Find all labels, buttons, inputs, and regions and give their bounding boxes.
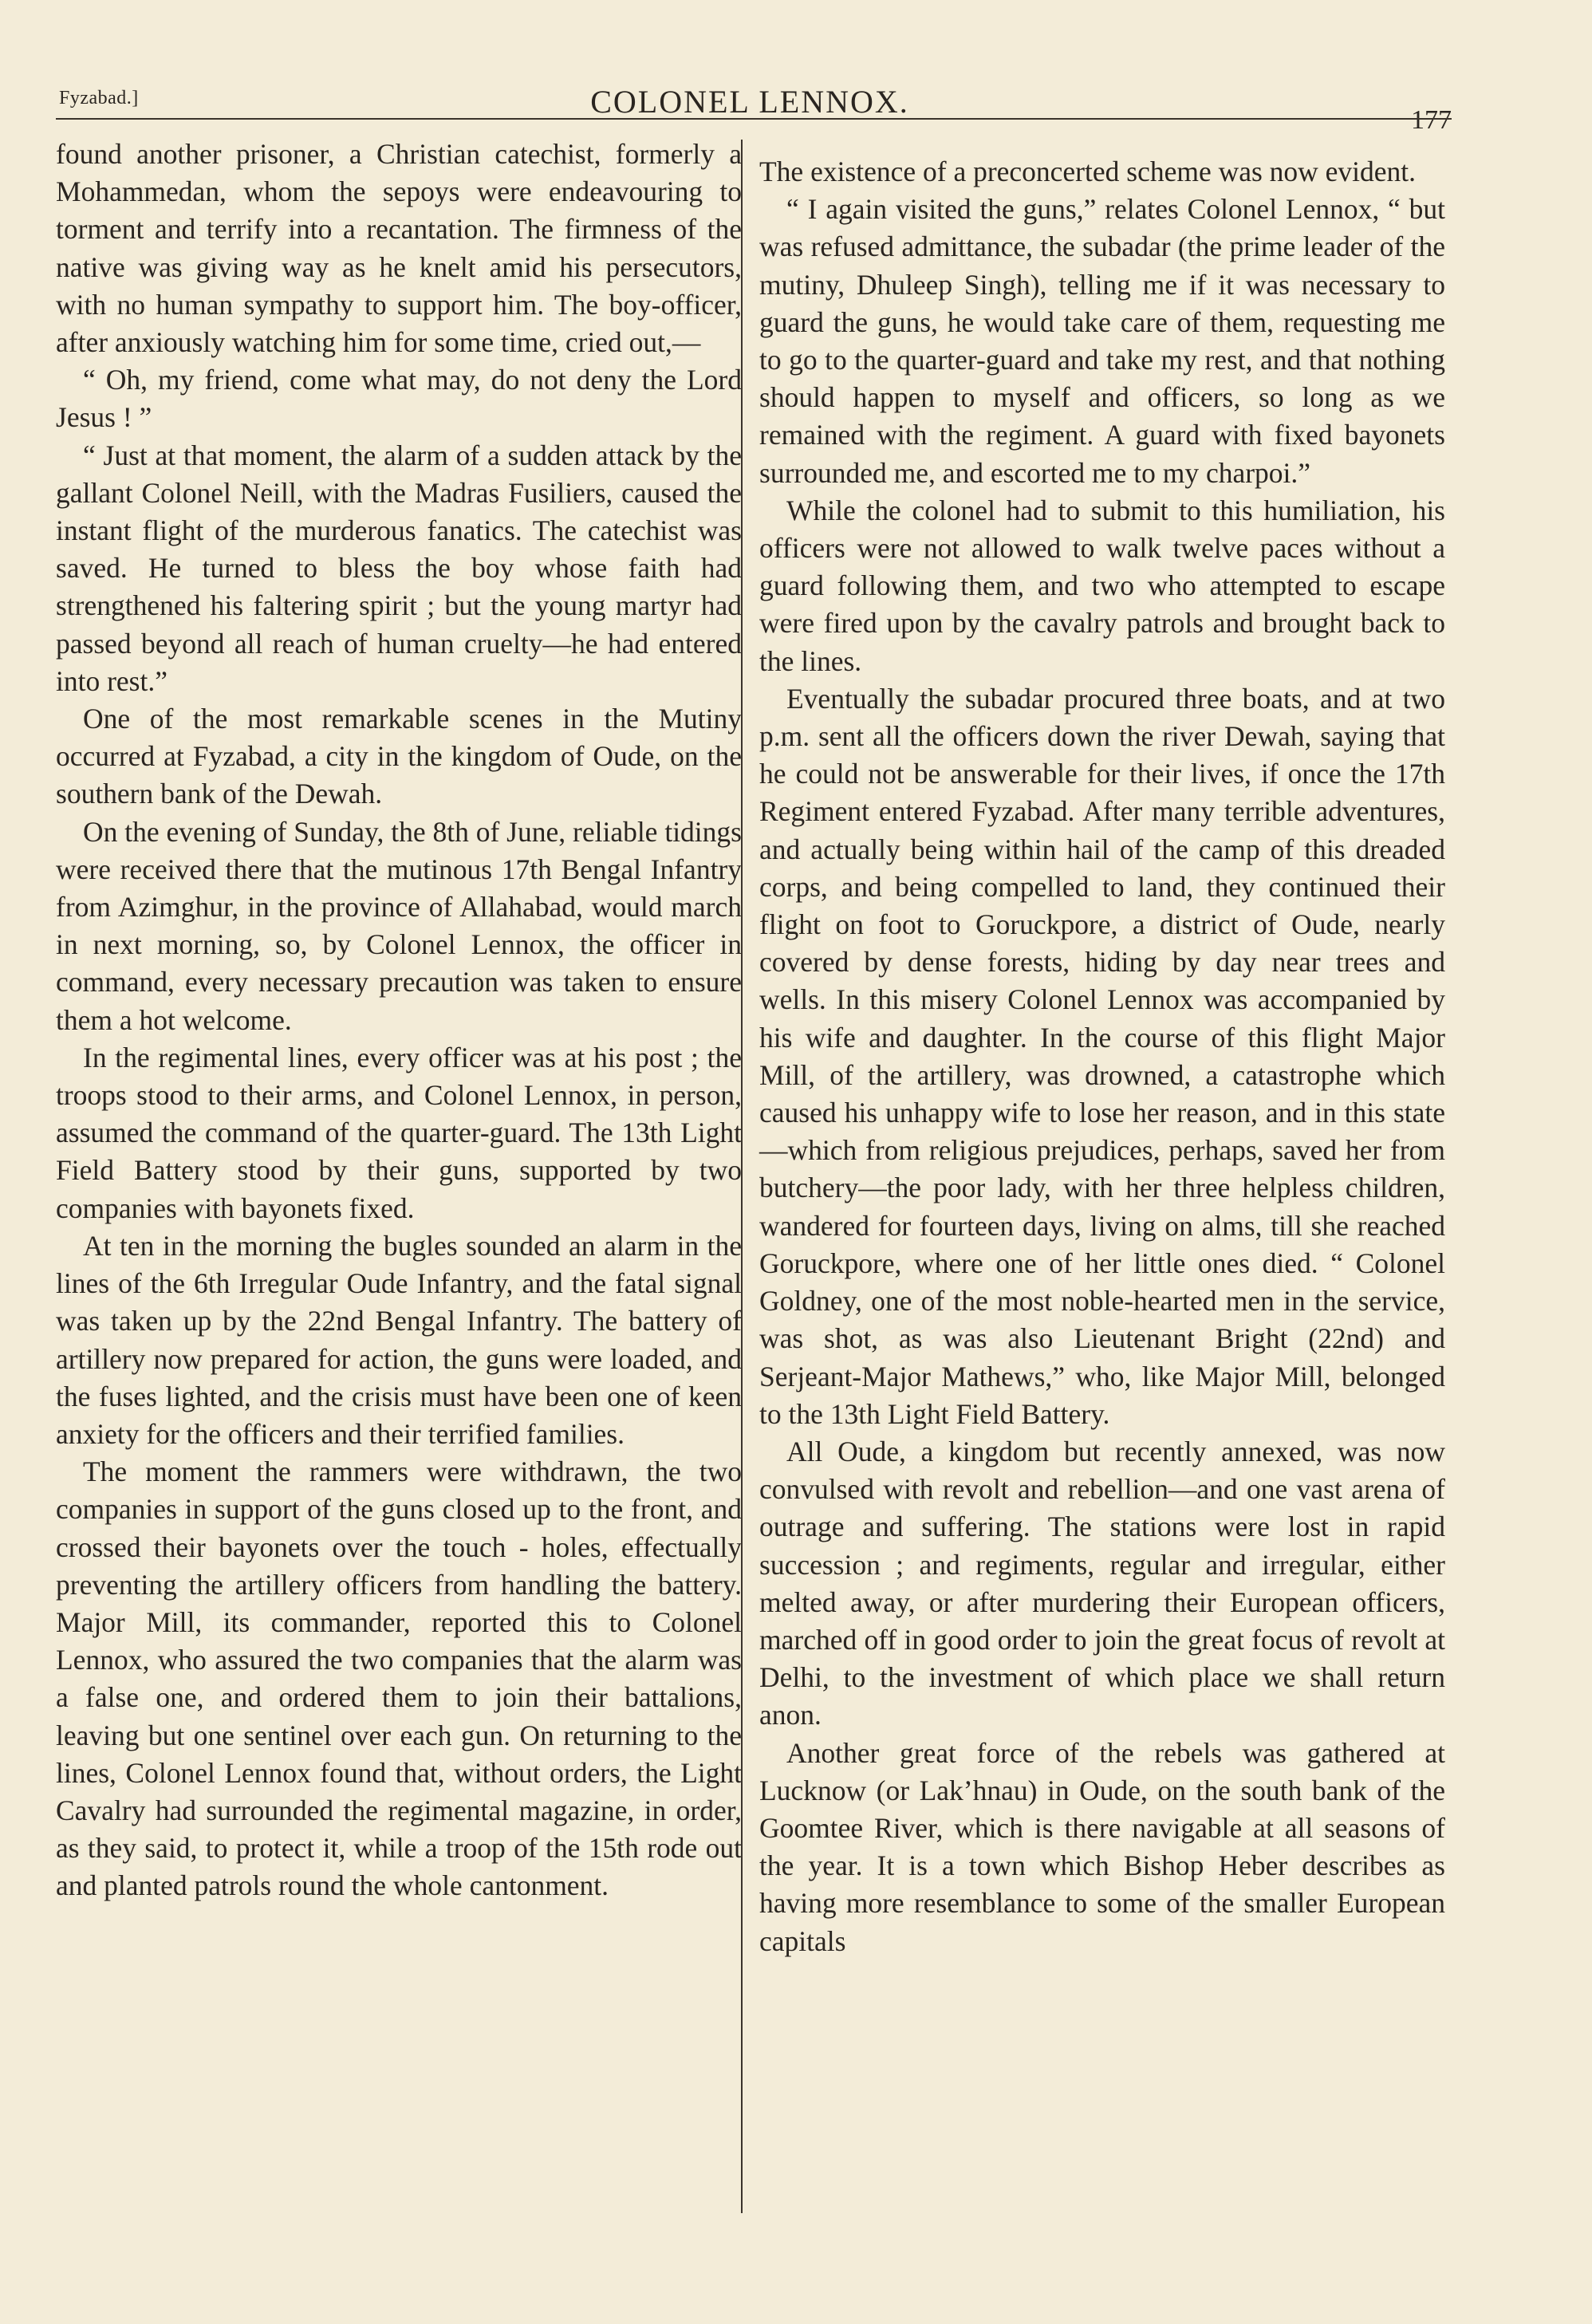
paragraph: “ Oh, my friend, come what may, do not deny the Lord Jesus ! ” (56, 364, 742, 434)
paragraph: The existence of a preconcerted scheme was now evident. (759, 156, 1417, 187)
column-divider (741, 140, 743, 2213)
paragraph: On the evening of Sunday, the 8th of June, reliable tidings were received there that the mutinous 17th Bengal Infantry from Azimghur, in the province of Allahabad, would march in next morning, so, by Colonel Lennox, the officer in command, every necessary precaution was taken to ensure them a hot welcome. (56, 815, 742, 1036)
paragraph: Eventually the subadar procured three boats, and at two p.m. sent all the officers down the river Dewah, saying that he could not be answerable for their lives, if once the 17th Regiment entered Fyzabad. After many terrible adventures, and actually being within hail of the camp of this dreaded corps, and being compelled to land, they continued their flight on foot to Goruckpore, a district of Oude, nearly covered by dense forests, hiding by day near trees and wells. In this misery Colonel Lennox was accompanied by his wife and daughter. In the course of this flight Major Mill, of the artillery, was drowned, a catastrophe which caused his unhappy wife to lose her reason, and in this state—which from religious prejudices, perhaps, saved her from butchery—the poor lady, with her three helpless children, wandered for fourteen days, living on alms, till she reached Goruckpore, where one of her little ones died. “ Colonel Goldney, one of the most noble-hearted men in the service, was shot, as was also Lieutenant Bright (22nd) and Serjeant-Major Mathews,” who, like Major Mill, belonged to the 13th Light Field Battery. (759, 682, 1445, 1430)
right-column (759, 153, 1445, 1960)
paragraph: The moment the rammers were withdrawn, the two companies in support of the guns closed up to the front, and crossed their bayonets over the touch - holes, effectually preventing the artillery officers from handling the battery. Major Mill, its commander, reported this to Colonel Lennox, who assured the two companies that the alarm was a false one, and ordered them to join their battalions, leaving but one sentinel over each gun. On returning to the lines, Colonel Lennox found that, without orders, the Light Cavalry had surrounded the regimental magazine, in order, as they said, to protect it, while a troop of the 15th rode out and planted patrols round the whole cantonment. (56, 1455, 742, 1902)
paragraph: At ten in the morning the bugles sounded an alarm in the lines of the 6th Irregular Oude Infantry, and the fatal signal was taken up by the 22nd Bengal Infantry. The battery of artillery now prepared for action, the guns were loaded, and the fuses lighted, and the crisis must have been one of keen anxiety for the officers and their terrified families. (56, 1229, 742, 1450)
left-column (56, 136, 742, 1905)
page-title: COLONEL LENNOX. (590, 84, 909, 120)
paragraph: One of the most remarkable scenes in the Mutiny occurred at Fyzabad, a city in the kingdom of Oude, on the southern bank of the Dewah. (56, 703, 742, 810)
paragraph: In the regimental lines, every officer was at his post ; the troops stood to their arms, and Colonel Lennox, in person, assumed the command of the quarter-guard. The 13th Light Field Battery stood by their guns, supported by two companies with bayonets fixed. (56, 1041, 742, 1224)
paragraph: “ Just at that moment, the alarm of a sudden attack by the gallant Colonel Neill, with the Madras Fusiliers, caused the instant flight of the murderous fanatics. The catechist was saved. He turned to bless the boy whose faith had strengthened his faltering spirit ; but the young martyr had passed beyond all reach of human cruelty—he had entered into rest.” (56, 439, 742, 697)
page-header (56, 80, 1452, 136)
paragraph: “ I again visited the guns,” relates Colonel Lennox, “ but was refused admittance, the subadar (the prime leader of the mutiny, Dhuleep Singh), telling me if it was necessary to guard the guns, he would take care of them, requesting me to go to the quarter-guard and take my rest, and that nothing should happen to myself and officers, so long as we remained with the regiment. A guard with fixed bayonets surrounded me, and escorted me to my charpoi.” (759, 193, 1445, 489)
paragraph: found another prisoner, a Christian catechist, formerly a Mohammedan, whom the sepoys were endeavouring to torment and terrify into a recantation. The firmness of the native was giving way as he knelt amid his persecutors, with no human sympathy to support him. The boy-officer, after anxiously watching him for some time, cried out,— (56, 138, 742, 359)
paragraph: Another great force of the rebels was gathered at Lucknow (or Lak’hnau) in Oude, on the south bank of the Goomtee River, which is there navigable at all seasons of the year. It is a town which Bishop Heber describes as having more resemblance to some of the smaller European capitals (759, 1736, 1445, 1957)
paragraph: While the colonel had to submit to this humiliation, his officers were not allowed to walk twelve paces without a guard following them, and two who attempted to escape were fired upon by the cavalry patrols and brought back to the lines. (759, 494, 1445, 677)
page-number: 177 (1411, 105, 1452, 135)
paragraph: All Oude, a kingdom but recently annexed, was now convulsed with revolt and rebellion—and one vast arena of outrage and suffering. The stations were lost in rapid succession ; and regiments, regular and irregular, either melted away, or after murdering their European officers, marched off in good order to join the great focus of revolt at Delhi, to the investment of which place we shall return anon. (759, 1435, 1445, 1731)
header-rule (56, 118, 1452, 120)
running-head: Fyzabad.] (59, 88, 139, 108)
